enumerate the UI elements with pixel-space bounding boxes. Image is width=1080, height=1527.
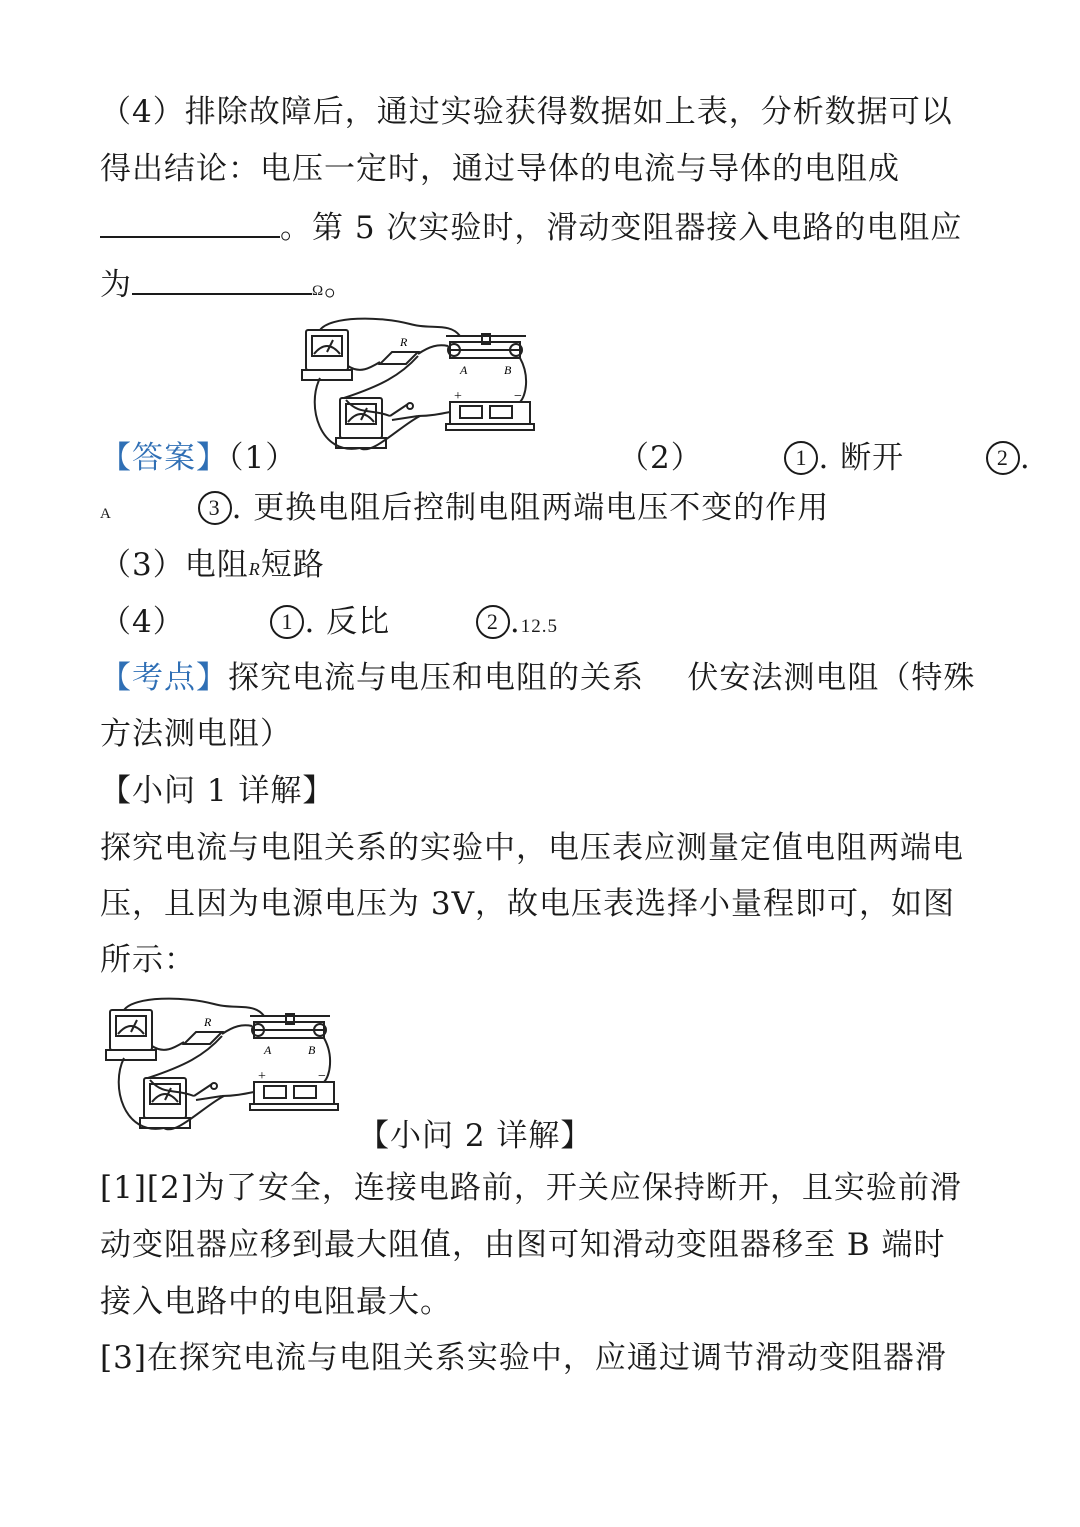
answer-c3-text: . 更换电阻后控制电阻两端电压不变的作用 — [231, 490, 830, 526]
answer-line-2 — [100, 488, 829, 534]
detail2-line-4: [3]在探究电流与电阻关系实验中，应通过调节滑动变阻器滑 — [100, 1340, 947, 1376]
detail2-line-1: [1][2]为了安全，连接电路前，开关应保持断开，且实验前滑 — [100, 1170, 962, 1206]
diagram-label-minus: − — [514, 389, 522, 404]
topic-text-1: 探究电流与电压和电阻的关系 伏安法测电阻（特殊 — [228, 660, 976, 696]
answer-part-2: （2） — [618, 440, 703, 476]
answer-label: 【答案】 — [100, 440, 228, 476]
ohm-unit: Ω — [312, 283, 325, 299]
answer-line-4 — [100, 602, 558, 647]
q4-line-3 — [100, 206, 962, 248]
detail2-heading: 【小问 2 详解】 — [358, 1118, 593, 1154]
answer-c2-text: . — [1019, 440, 1031, 476]
detail1-line-1: 探究电流与电阻关系的实验中，电压表应测量定值电阻两端电 — [100, 830, 964, 866]
answer-c1-text: . 断开 — [818, 440, 905, 476]
answer-line-1 — [100, 438, 297, 478]
q4-line-4 — [100, 263, 356, 311]
topic-line-1 — [100, 658, 975, 698]
circuit-diagram-detail — [104, 996, 344, 1146]
q4-line-1: （4）排除故障后，通过实验获得数据如上表，分析数据可以 — [100, 94, 953, 130]
answer-part-4: （4） — [100, 604, 185, 640]
answer-p4-c2-text: . — [509, 604, 521, 640]
circled-number-4-2: 2 — [476, 605, 510, 639]
diagram-label-b: B — [504, 363, 512, 377]
detail2-line-3: 接入电路中的电阻最大。 — [100, 1284, 452, 1320]
topic-label: 【考点】 — [100, 660, 228, 696]
topic-line-2: 方法测电阻） — [100, 716, 292, 752]
circuit-diagram-answer — [300, 316, 540, 466]
detail1-line-2: 压，且因为电源电压为 3V，故电压表选择小量程即可，如图 — [100, 886, 955, 922]
answer-line-3 — [100, 545, 325, 589]
diagram2-label-plus: + — [258, 1069, 266, 1084]
diagram2-label-r: R — [204, 1015, 212, 1029]
answer-p4-value: 12.5 — [520, 616, 558, 637]
answer-part-1: （1） — [228, 440, 298, 476]
circled-number-4-1: 1 — [270, 605, 304, 639]
diagram2-label-minus: − — [318, 1069, 326, 1084]
diagram-label-r: R — [400, 335, 408, 349]
q4-line-3-text: 。第 5 次实验时，滑动变阻器接入电路的电阻应 — [280, 210, 963, 246]
diagram-label-a: A — [460, 363, 468, 377]
circled-number-3: 3 — [198, 491, 232, 525]
q4-line-4-prefix: 为 — [100, 267, 132, 303]
answer-blank-2[interactable] — [132, 263, 312, 295]
detail2-line-2: 动变阻器应移到最大阻值，由图可知滑动变阻器移至 B 端时 — [100, 1227, 946, 1263]
answer-p3-var: R — [248, 559, 261, 579]
answer-p3-suffix: 短路 — [260, 547, 325, 583]
diagram-label-plus: + — [454, 389, 462, 404]
detail1-line-3: 所示： — [100, 942, 196, 978]
diagram2-label-a: A — [264, 1043, 272, 1057]
diagram2-label-b: B — [308, 1043, 316, 1057]
circled-number-1: 1 — [784, 441, 818, 475]
answer-part-2-row — [618, 438, 1031, 478]
answer-p4-c1-text: . 反比 — [304, 604, 391, 640]
answer-blank-1[interactable] — [100, 206, 280, 238]
answer-a-value: A — [100, 506, 112, 522]
answer-p3-prefix: （3）电阻 — [100, 547, 249, 583]
circled-number-2: 2 — [986, 441, 1020, 475]
q4-end-mark: 。 — [324, 267, 357, 303]
detail1-heading: 【小问 1 详解】 — [100, 773, 335, 809]
q4-line-2: 得出结论：电压一定时，通过导体的电流与导体的电阻成 — [100, 151, 900, 187]
